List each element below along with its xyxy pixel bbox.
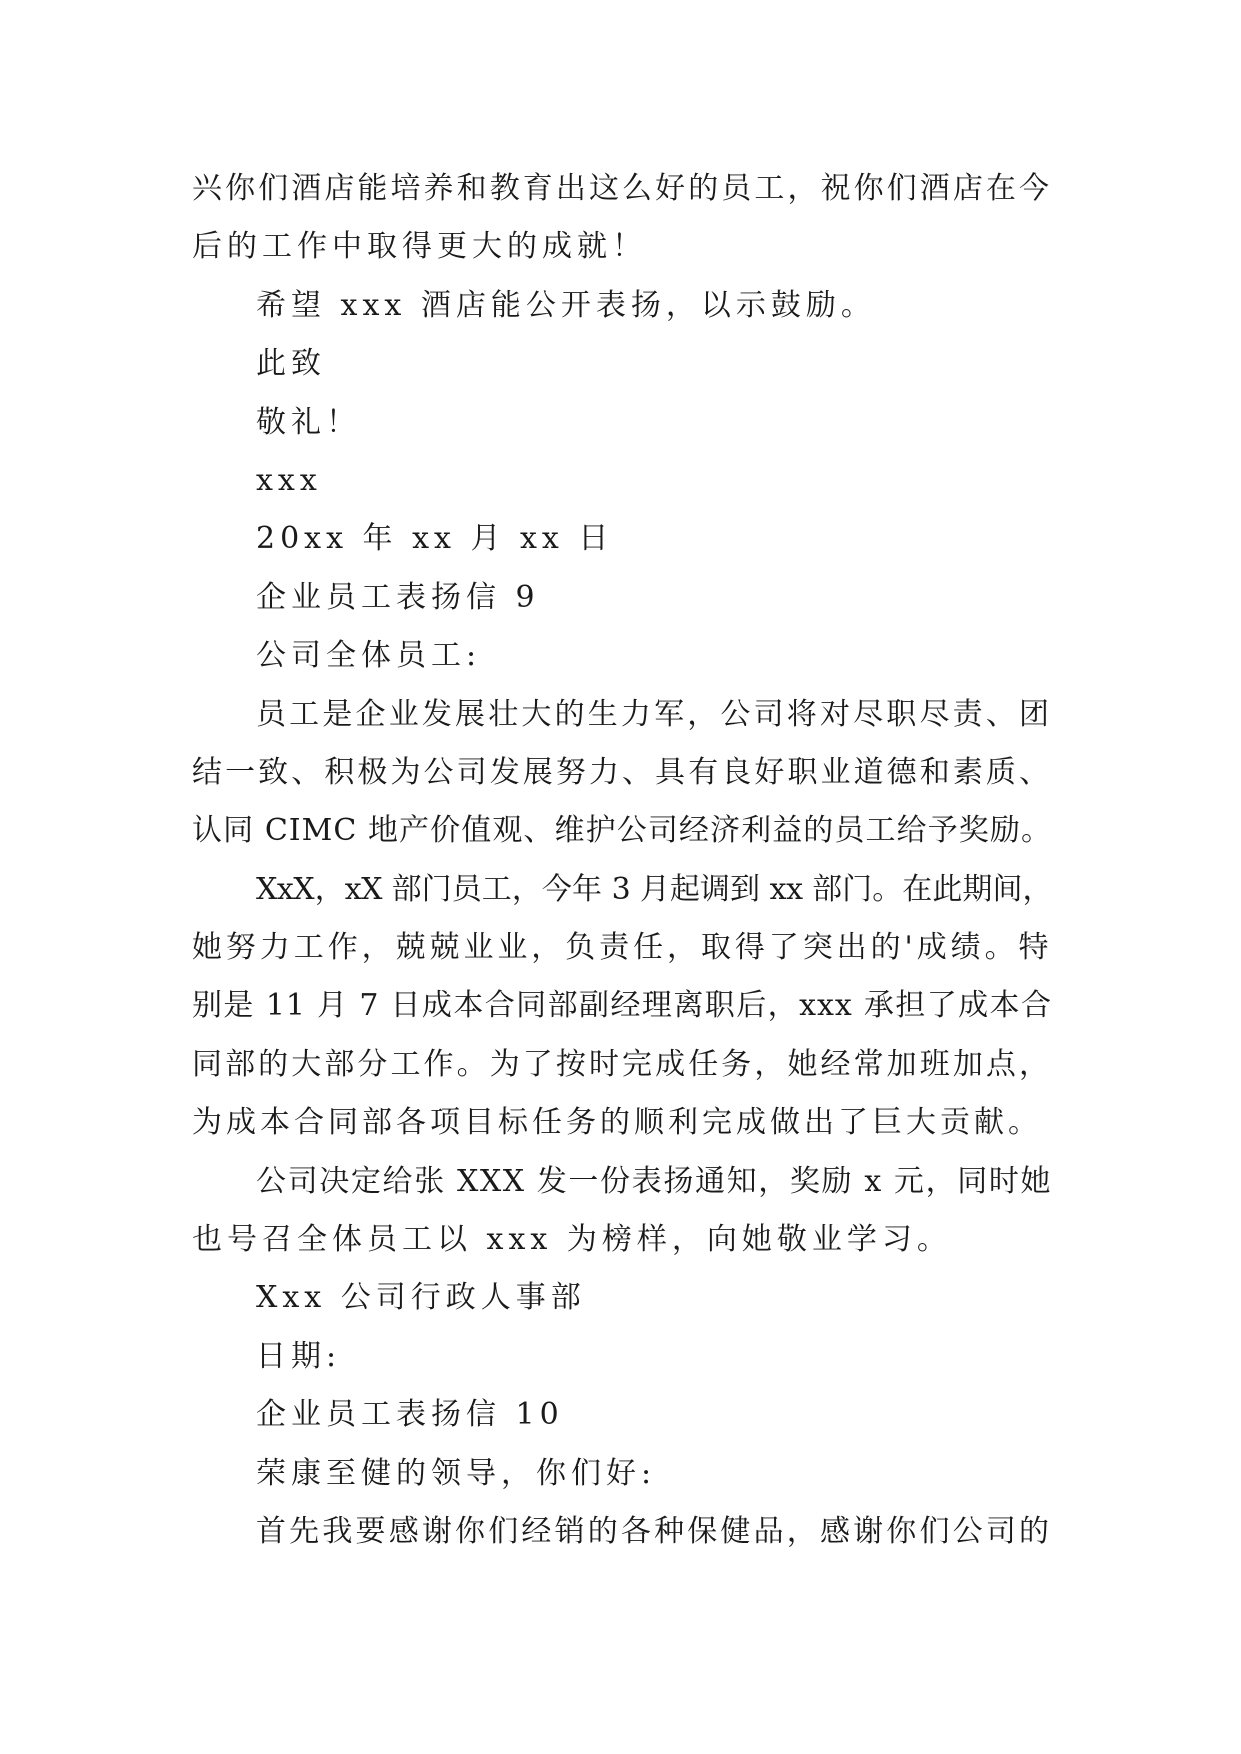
text-line: 别是 11 月 7 日成本合同部副经理离职后，xxx 承担了成本合 <box>192 988 1052 1024</box>
text-line: 首先我要感谢你们经销的各种保健品，感谢你们公司的 <box>256 1513 1052 1549</box>
text-line: 20xx 年 xx 月 xx 日 <box>256 521 614 557</box>
text-line: Xxx 公司行政人事部 <box>256 1280 586 1316</box>
letter-body <box>192 160 1052 1561</box>
text-line: 她努力工作，兢兢业业，负责任，取得了突出的'成绩。特 <box>192 930 1052 966</box>
text-line: 后的工作中取得更大的成就！ <box>192 229 647 265</box>
text-line: 此致 <box>256 346 326 382</box>
text-line: 兴你们酒店能培养和教育出这么好的员工，祝你们酒店在今 <box>192 171 1052 206</box>
text-line: xxx <box>256 462 322 498</box>
text-line: 结一致、积极为公司发展努力、具有良好职业道德和素质、 <box>192 754 1052 790</box>
text-line: 日期: <box>256 1338 342 1374</box>
text-line: 认同 CIMC 地产价值观、维护公司经济利益的员工给予奖励。 <box>192 813 1052 849</box>
text-line: 敬礼！ <box>256 404 361 440</box>
text-line: 公司决定给张 XXX 发一份表扬通知，奖励 x 元，同时她 <box>256 1163 1052 1199</box>
text-line: 公司全体员工: <box>256 638 482 674</box>
text-line: 也号召全体员工以 xxx 为榜样，向她敬业学习。 <box>192 1222 952 1258</box>
text-line: 希望 xxx 酒店能公开表扬，以示鼓励。 <box>256 287 876 323</box>
text-line: XxX，xX 部门员工，今年 3 月起调到 xx 部门。在此期间， <box>256 871 1052 907</box>
text-line: 企业员工表扬信 9 <box>256 579 540 615</box>
text-line: 荣康至健的领导，你们好: <box>256 1455 657 1491</box>
text-line: 为成本合同部各项目标任务的顺利完成做出了巨大贡献。 <box>192 1105 1042 1141</box>
text-line: 员工是企业发展壮大的生力军，公司将对尽职尽责、团 <box>256 696 1052 732</box>
text-line: 企业员工表扬信 10 <box>256 1397 564 1433</box>
text-line: 同部的大部分工作。为了按时完成任务，她经常加班加点， <box>192 1046 1052 1082</box>
